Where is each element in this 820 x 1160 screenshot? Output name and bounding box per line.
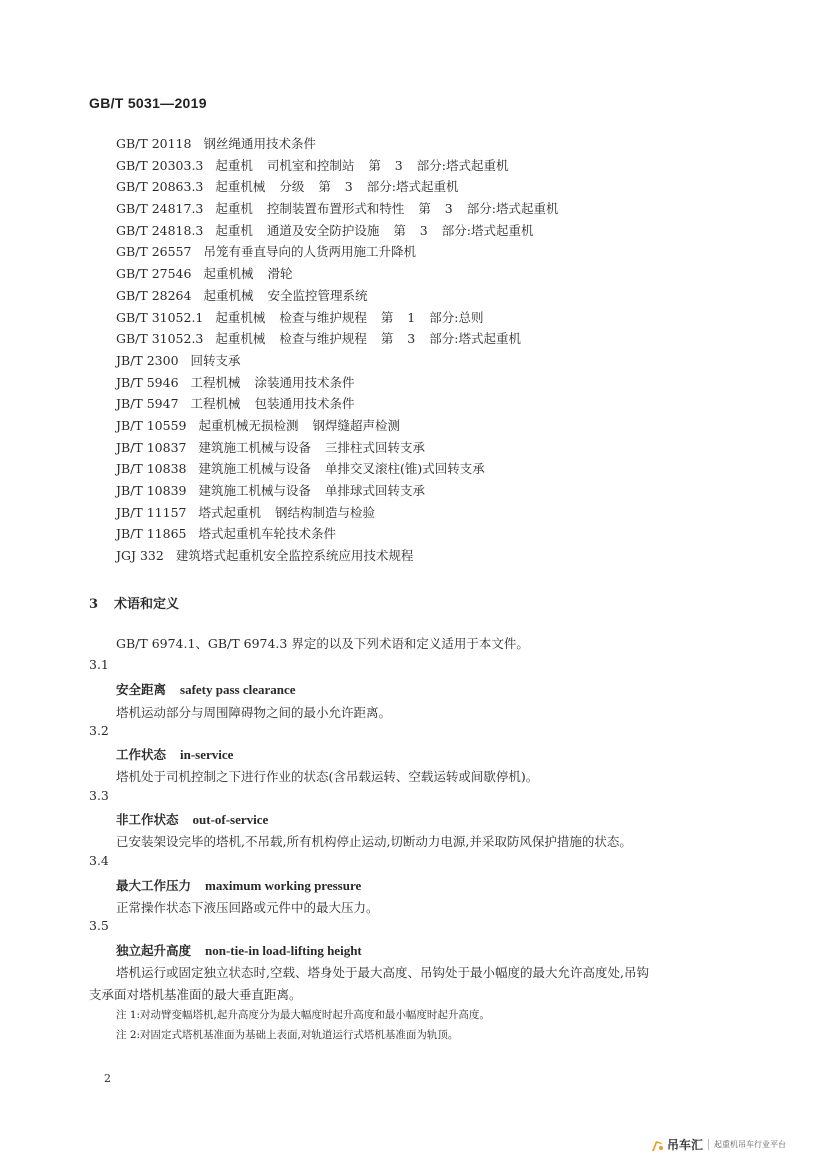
reference-item: [116, 545, 558, 567]
term-en: maximum working pressure: [205, 878, 362, 893]
note: 注 2:对固定式塔机基准面为基础上表面,对轨道运行式塔机基准面为轨顶。: [116, 1029, 459, 1041]
page-number: 2: [104, 1072, 111, 1085]
reference-title: 建筑施工机械与设备 单排球式回转支承: [198, 483, 425, 498]
term-en: out-of-service: [192, 812, 269, 827]
logo-brand: 吊车汇: [667, 1138, 704, 1152]
reference-item: [116, 285, 558, 307]
reference-title: 起重机械 滑轮: [203, 266, 293, 282]
term-heading: [116, 876, 361, 894]
reference-item: [116, 458, 558, 480]
term-number: 3.5: [89, 918, 109, 933]
term-zh: 非工作状态: [116, 812, 179, 827]
reference-title: 起重机械 安全监控管理系统: [203, 287, 368, 303]
section-title: 术语和定义: [114, 597, 180, 612]
term-definition: 塔机运动部分与周围障碍物之间的最小允许距离。: [116, 705, 392, 720]
reference-code: JB/T 10839: [116, 483, 187, 498]
reference-title: 起重机 通道及安全防护设施 第 3 部分:塔式起重机: [215, 222, 534, 238]
reference-code: JB/T 2300: [116, 352, 179, 368]
reference-title: 吊笼有垂直导向的人货两用施工升降机: [203, 244, 416, 260]
reference-item: [116, 523, 558, 545]
reference-code: JB/T 11865: [116, 526, 187, 542]
reference-title: 起重机 控制装置布置形式和特性 第 3 部分:塔式起重机: [215, 201, 559, 217]
reference-code: JB/T 10838: [116, 461, 187, 477]
reference-title: 塔式起重机 钢结构制造与检验: [198, 504, 375, 520]
reference-code: GB/T 24817.3: [116, 201, 204, 217]
reference-title: 起重机械 检查与维护规程 第 1 部分:总则: [215, 309, 484, 325]
reference-title: 起重机械 检查与维护规程 第 3 部分:塔式起重机: [215, 331, 521, 347]
reference-code: JB/T 10559: [116, 417, 187, 433]
term-en: non-tie-in load-lifting height: [205, 943, 362, 958]
term-definition: 塔机处于司机控制之下进行作业的状态(含吊载运转、空载运转或间歇停机)。: [116, 769, 539, 784]
section-number: 3: [89, 597, 99, 612]
reference-item: [116, 480, 558, 502]
reference-title: 起重机械 分级 第 3 部分:塔式起重机: [215, 179, 459, 195]
term-heading: [116, 745, 233, 763]
reference-code: JB/T 10837: [116, 439, 187, 455]
reference-item: [116, 502, 558, 524]
reference-code: JB/T 5947: [116, 396, 179, 412]
reference-code: GB/T 20863.3: [116, 179, 204, 195]
reference-item: [116, 415, 558, 437]
standard-header: GB/T 5031—2019: [89, 95, 207, 111]
reference-code: GB/T 31052.1: [116, 309, 204, 325]
reference-title: 起重机 司机室和控制站 第 3 部分:塔式起重机: [215, 157, 509, 173]
term-number: 3.4: [89, 853, 109, 868]
reference-code: JB/T 11157: [116, 504, 187, 520]
reference-item: [116, 350, 558, 372]
reference-item: [116, 393, 558, 415]
reference-code: GB/T 26557: [116, 244, 192, 260]
reference-code: GB/T 28264: [116, 287, 192, 303]
reference-code: GB/T 31052.3: [116, 331, 204, 347]
reference-title: 塔式起重机车轮技术条件: [198, 526, 336, 542]
term-zh: 工作状态: [116, 747, 167, 762]
reference-title: 工程机械 包装通用技术条件: [190, 396, 355, 412]
term-zh: 安全距离: [116, 682, 167, 697]
term-heading: [116, 810, 268, 828]
reference-title: 建筑塔式起重机安全监控系统应用技术规程: [175, 548, 414, 564]
reference-title: 回转支承: [190, 352, 241, 368]
reference-item: [116, 263, 558, 285]
site-logo[interactable]: [650, 1136, 786, 1153]
term-heading: [116, 680, 296, 698]
reference-code: GB/T 27546: [116, 266, 192, 282]
reference-code: GB/T 24818.3: [116, 222, 204, 238]
term-en: safety pass clearance: [180, 682, 296, 697]
reference-code: GB/T 20303.3: [116, 157, 204, 173]
section-intro: GB/T 6974.1、GB/T 6974.3 界定的以及下列术语和定义适用于本文件。: [116, 636, 529, 651]
reference-item: [116, 372, 558, 394]
reference-title: 起重机械无损检测 钢焊缝超声检测: [198, 417, 400, 433]
reference-item: [116, 198, 558, 220]
reference-title: 钢丝绳通用技术条件: [203, 136, 316, 151]
term-definition: 塔机运行或固定独立状态时,空载、塔身处于最大高度、吊钩处于最小幅度的最大允许高度处,吊钩: [116, 965, 649, 980]
reference-item: [116, 220, 558, 242]
term-heading: [116, 941, 362, 959]
reference-item: [116, 176, 558, 198]
reference-title: 建筑施工机械与设备 三排柱式回转支承: [198, 439, 425, 455]
term-zh: 最大工作压力: [116, 878, 192, 893]
reference-item: [116, 241, 558, 263]
term-number: 3.1: [89, 657, 109, 672]
reference-list: [116, 133, 558, 567]
reference-title: 建筑施工机械与设备 单排交叉滚柱(锥)式回转支承: [198, 461, 485, 477]
section-heading: [89, 593, 179, 612]
reference-code: GB/T 20118: [116, 136, 192, 151]
term-definition: 正常操作状态下液压回路或元件中的最大压力。: [116, 900, 379, 915]
crane-logo-icon: [650, 1138, 664, 1152]
reference-item: [116, 133, 558, 155]
reference-item: [116, 307, 558, 329]
logo-slogan: 起重机吊车行业平台: [708, 1139, 786, 1150]
reference-item: [116, 437, 558, 459]
term-en: in-service: [180, 747, 234, 762]
term-number: 3.3: [89, 788, 109, 803]
term-number: 3.2: [89, 723, 109, 738]
reference-item: [116, 155, 558, 177]
term-definition: 已安装架设完毕的塔机,不吊载,所有机构停止运动,切断动力电源,并采取防风保护措施的状态。: [116, 834, 632, 849]
reference-title: 工程机械 涂装通用技术条件: [190, 374, 355, 390]
reference-item: [116, 328, 558, 350]
term-definition-continued: 支承面对塔机基准面的最大垂直距离。: [89, 987, 302, 1002]
reference-code: JGJ 332: [116, 548, 164, 564]
reference-code: JB/T 5946: [116, 374, 179, 390]
term-zh: 独立起升高度: [116, 943, 192, 958]
note: 注 1:对动臂变幅塔机,起升高度分为最大幅度时起升高度和最小幅度时起升高度。: [116, 1009, 490, 1021]
